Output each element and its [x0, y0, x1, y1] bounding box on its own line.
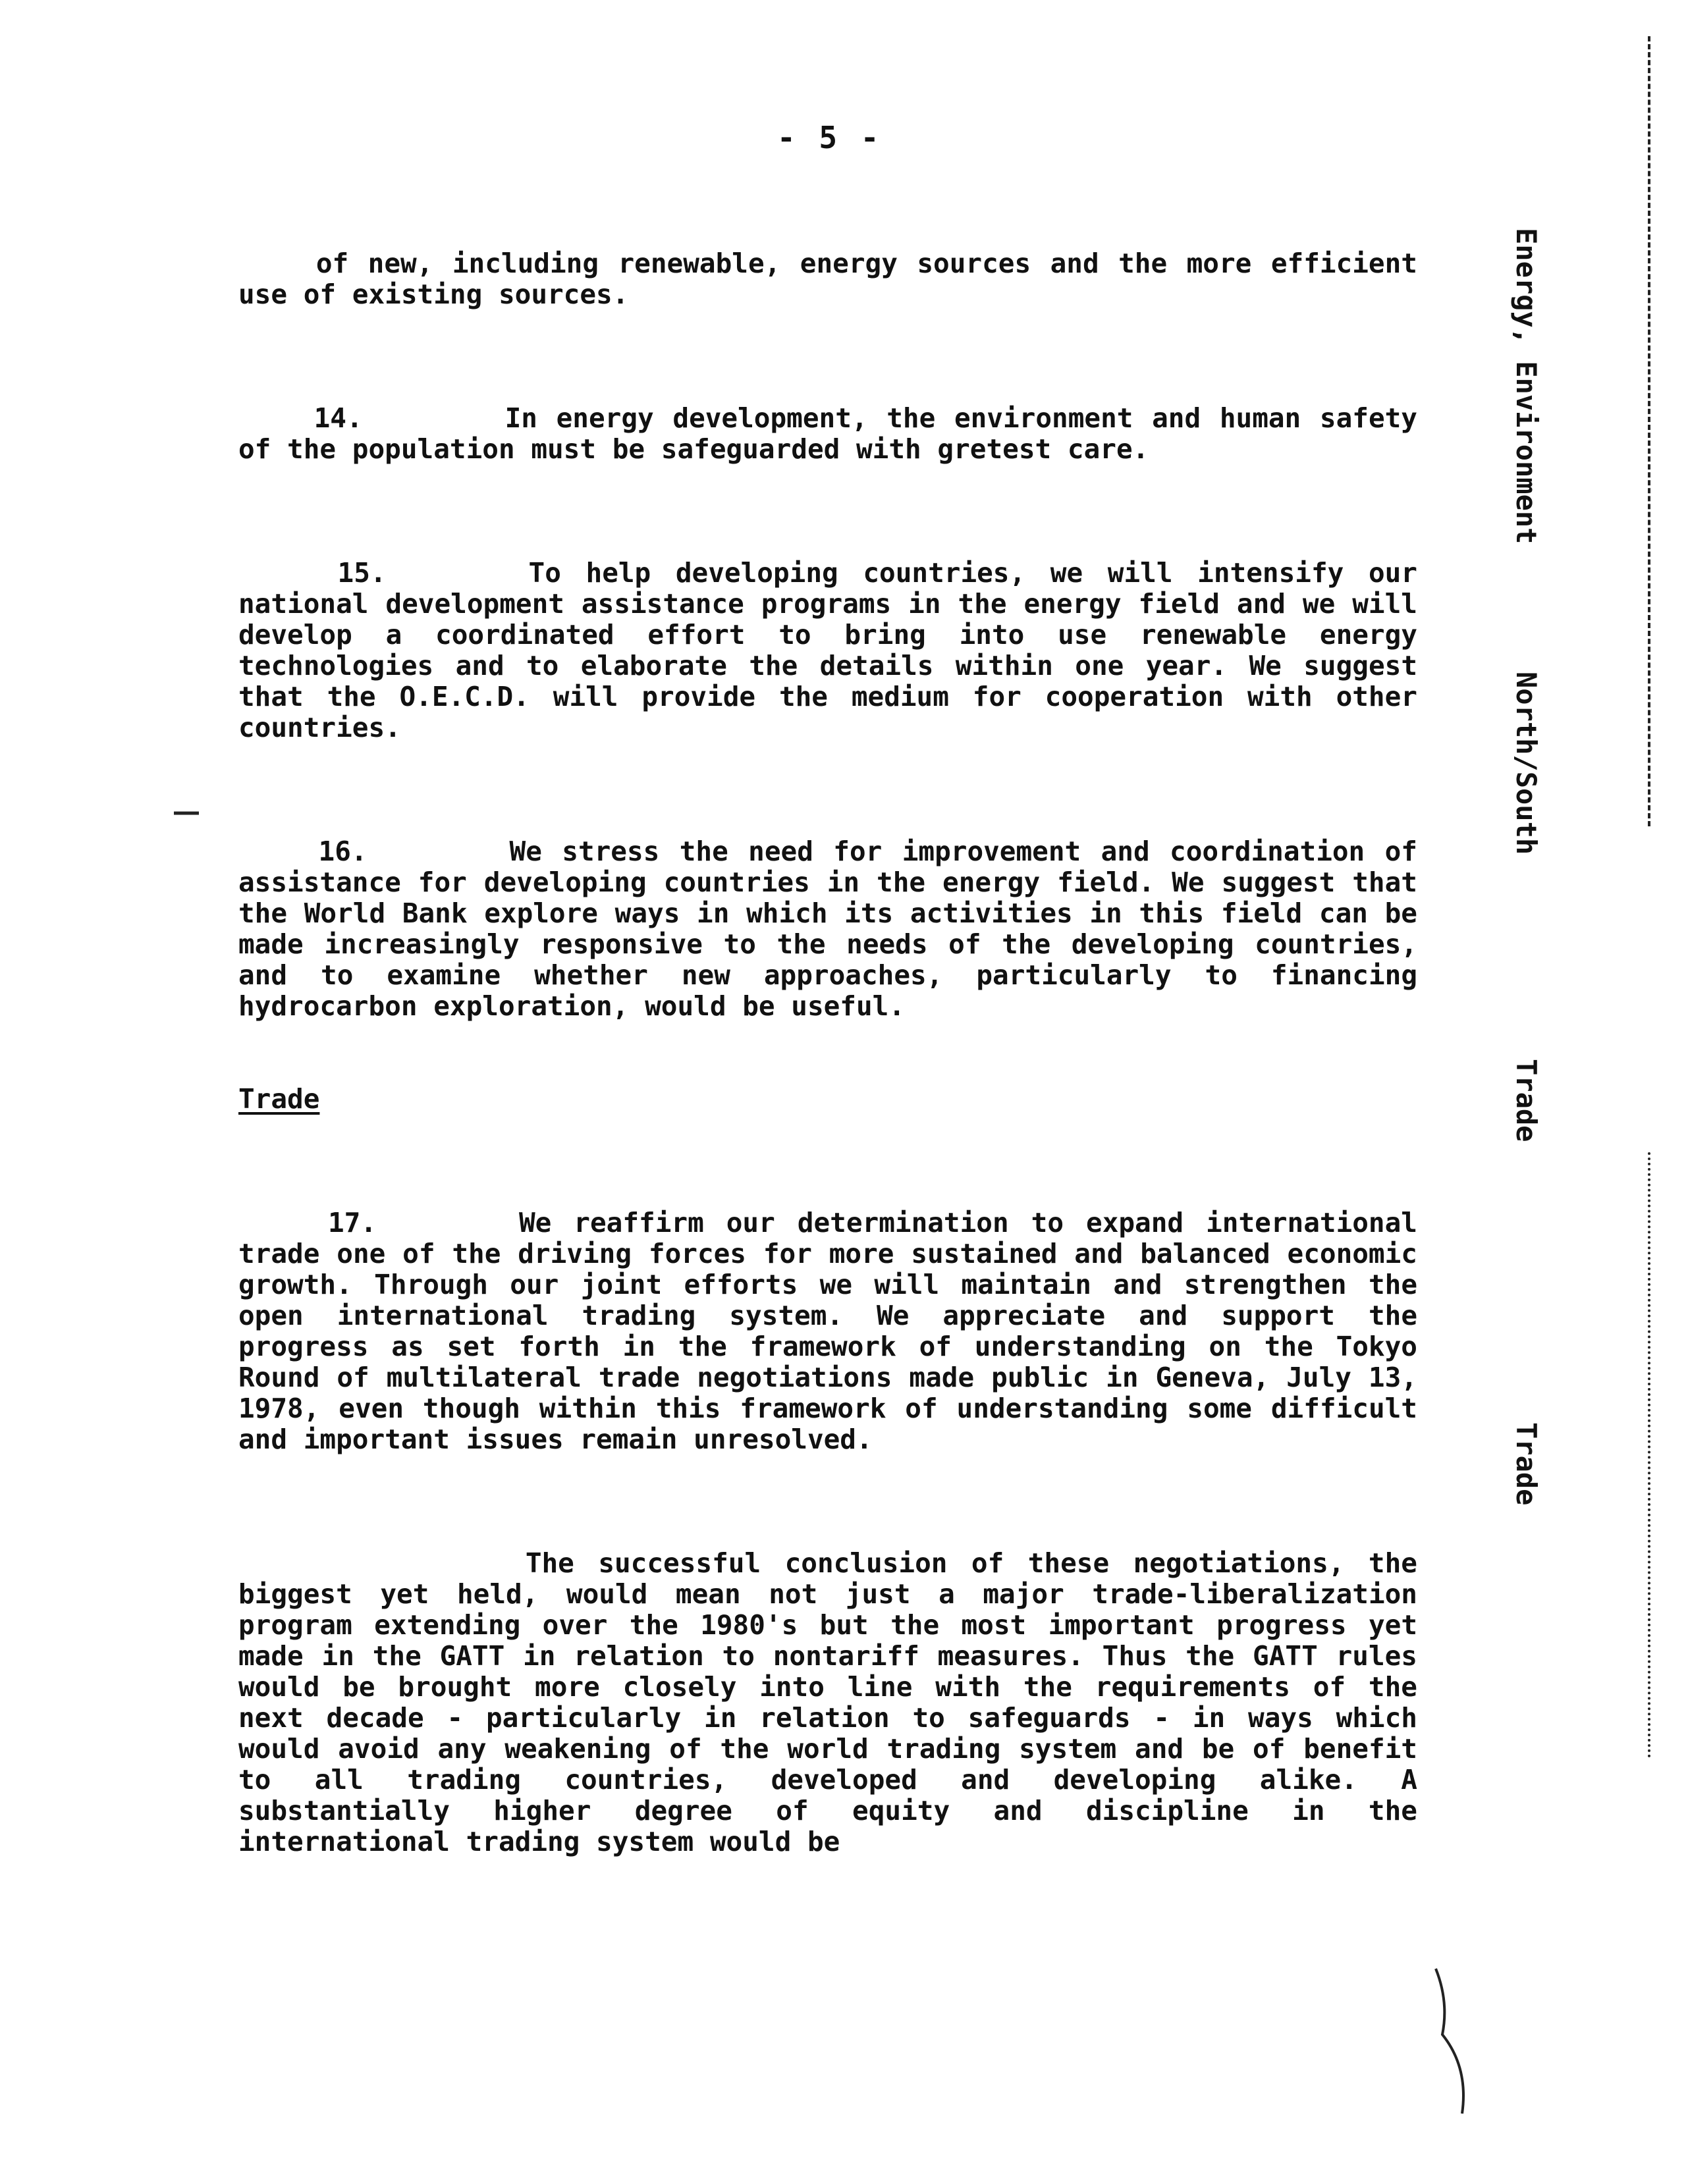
paragraph-text: of new, including renewable, energy sources and the more efficient use of existing sources.: [238, 248, 1434, 310]
margin-bracket-mark: [1423, 1962, 1502, 2120]
paragraph-text: We stress the need for improvement and coordination of assistance for developing countries in the energy field. We suggest that the World Bank explore ways in which its activities in this field can be made increasingly responsive to the needs of the developing countries, and to examine whether new approaches, particularly to financing hydrocarbon exploration, would be useful.: [238, 836, 1434, 1022]
paragraph-number: 17.: [327, 1207, 377, 1238]
margin-note-trade: Trade: [1510, 1059, 1542, 1142]
paragraph-text: In energy development, the environment and human safety of the population must be safeguarded with gretest care.: [238, 402, 1434, 465]
document-body: [238, 217, 1434, 1919]
paragraph-14: [238, 372, 1434, 496]
scan-edge-line: [1648, 1152, 1650, 1758]
margin-note-north-south: North/South: [1510, 672, 1542, 855]
paragraph-17: [238, 1177, 1434, 1486]
paragraph-16: [238, 805, 1434, 1053]
paragraph-text: We reaffirm our determination to expand international trade one of the driving forces for more sustained and balanced economic growth. Through our joint efforts we will maintain and strengthen the open international trading system. We appreciate and support the progress as set forth in the framework of understanding on the Tokyo Round of multilateral trade negotiations made public in Geneva, July 13, 1978, even though within this framework of understanding some difficult and important issues remain unresolved.: [238, 1207, 1434, 1455]
margin-note-energy: Energy, Environment: [1510, 228, 1542, 545]
paragraph-15: [238, 527, 1434, 774]
paragraph-number: 16.: [318, 836, 368, 867]
margin-dash-mark: [173, 807, 205, 820]
section-heading-trade: Trade: [238, 1083, 320, 1115]
paragraph-trade-continued: [238, 1517, 1434, 1888]
scan-edge-line: [1648, 36, 1650, 826]
margin-note-trade: Trade: [1510, 1422, 1542, 1506]
paragraph-text: The successful conclusion of these negotiations, the biggest yet held, would mean not just a major trade-liberalization program extending over the 1980's but the most important progress yet made in the GATT in relation to nontariff measures. Thus the GATT rules would be brought more closely into line with the requirements of the next decade - particularly in relation to safeguards - in ways which would avoid any weakening of the world trading system and be of benefit to all trading countries, developed and developing alike. A substantially higher degree of equity and discipline in the international trading system would be: [238, 1547, 1434, 1857]
paragraph-number: 14.: [313, 402, 363, 434]
page-number: - 5 -: [777, 120, 882, 155]
paragraph-number: 15.: [337, 557, 387, 589]
paragraph-text: To help developing countries, we will intensify our national development assistance programs in the energy field and we will develop a coordinated effort to bring into use renewable energy technologies and to elaborate the details within one year. We suggest that the O.E.C.D. will provide the medium for cooperation with other countries.: [238, 557, 1434, 743]
paragraph-continuation: [238, 217, 1434, 341]
